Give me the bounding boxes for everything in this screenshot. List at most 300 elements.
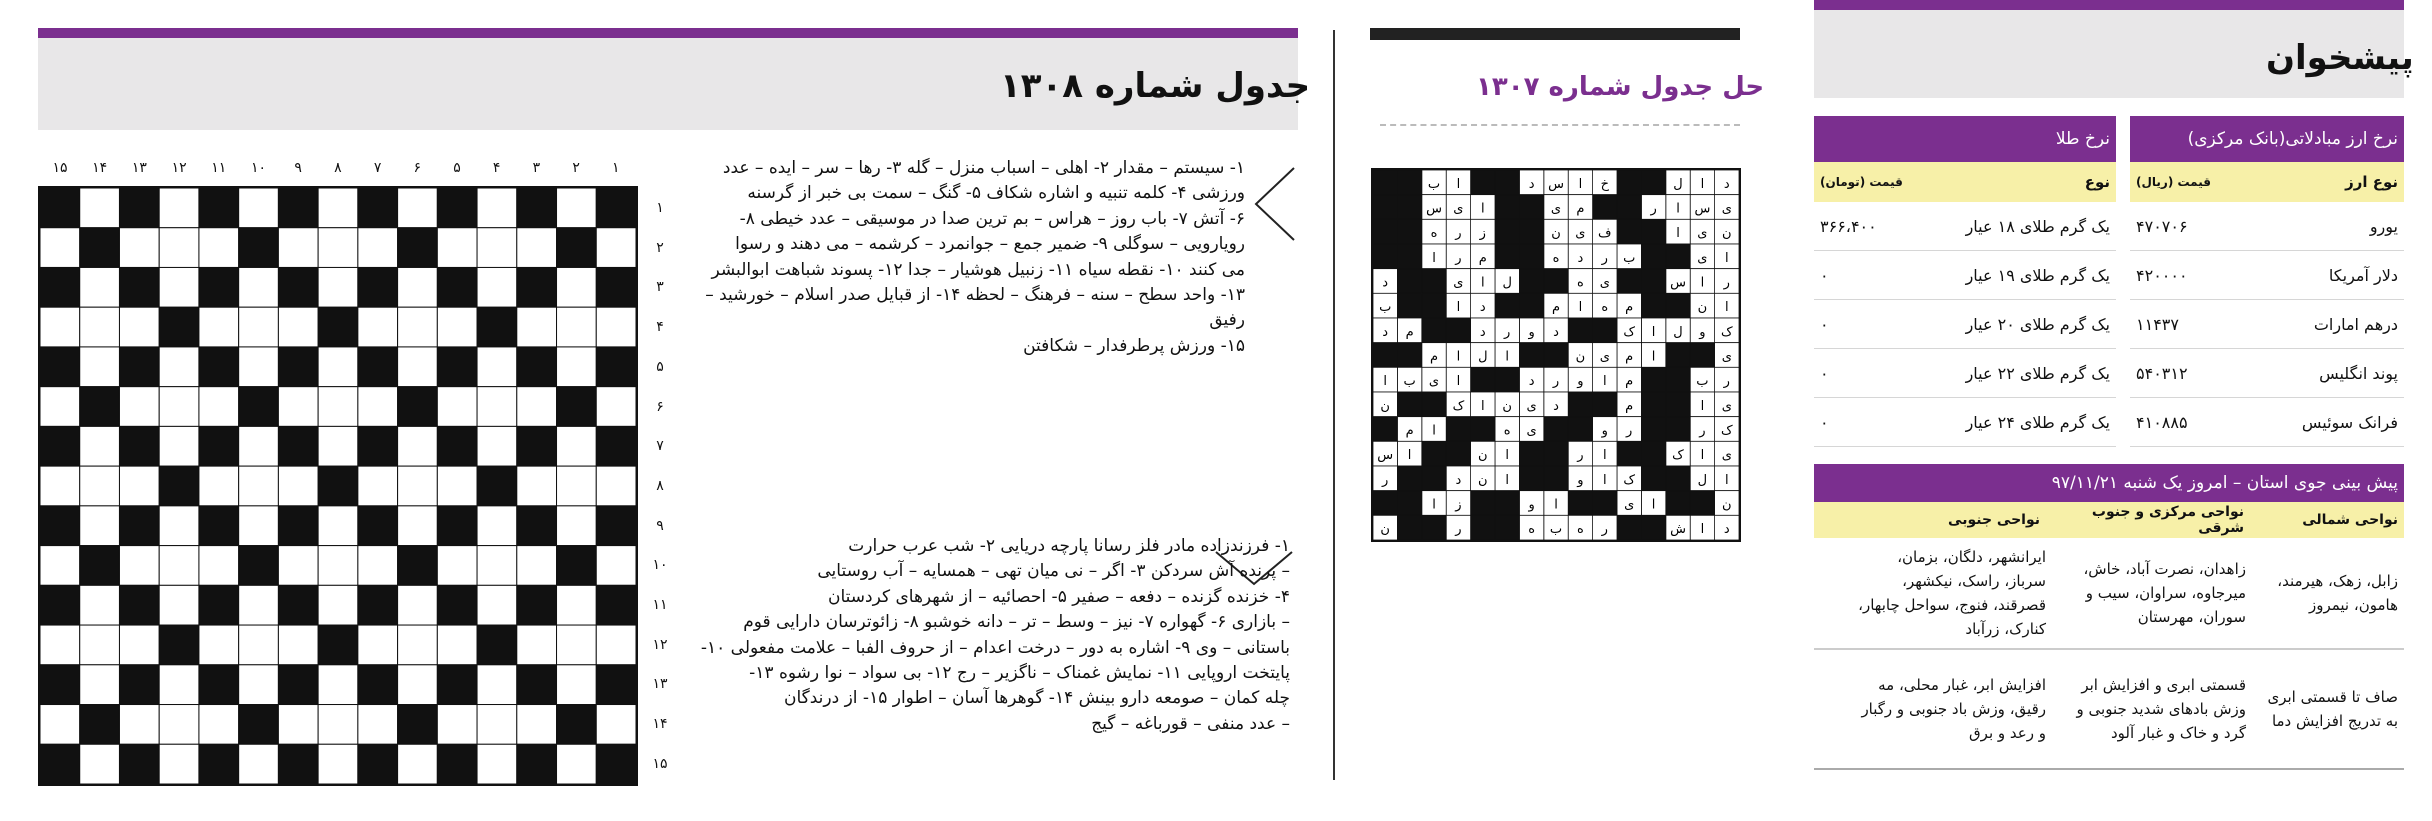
grid-cell[interactable]: [199, 307, 239, 347]
solution-letter: د: [1553, 398, 1559, 414]
grid-cell[interactable]: [398, 506, 438, 546]
solution-letter: د: [1723, 176, 1730, 192]
grid-cell[interactable]: [398, 347, 438, 387]
grid-cell[interactable]: [278, 387, 318, 427]
table-row: [2130, 349, 2404, 398]
grid-cell[interactable]: [80, 188, 120, 228]
grid-cell[interactable]: [398, 267, 438, 307]
grid-cell[interactable]: [358, 228, 398, 268]
solution-black-cell: [1495, 244, 1519, 269]
grid-black-cell: [119, 585, 159, 625]
grid-cell[interactable]: [557, 466, 597, 506]
solution-black-cell: [1373, 244, 1397, 269]
grid-cell[interactable]: [477, 744, 517, 784]
grid-cell[interactable]: [119, 387, 159, 427]
grid-cell[interactable]: [596, 705, 636, 745]
grid-cell[interactable]: [437, 307, 477, 347]
currency-col-headers: [2130, 162, 2404, 202]
grid-cell[interactable]: [477, 267, 517, 307]
grid-cell[interactable]: [159, 585, 199, 625]
grid-black-cell: [278, 188, 318, 228]
solution-grid-svg: [1373, 170, 1739, 540]
solution-black-cell: [1641, 515, 1665, 540]
grid-cell[interactable]: [159, 426, 199, 466]
solution-letter: ه: [1576, 522, 1584, 538]
solution-letter: ی: [1721, 349, 1732, 365]
grid-cell[interactable]: [437, 466, 477, 506]
grid-cell[interactable]: [278, 546, 318, 586]
solution-letter: م: [1405, 324, 1414, 340]
grid-cell[interactable]: [358, 705, 398, 745]
grid-black-cell: [119, 665, 159, 705]
solution-letter: م: [1625, 349, 1634, 365]
grid-cell[interactable]: [557, 625, 597, 665]
grid-cell[interactable]: [477, 347, 517, 387]
grid-cell[interactable]: [477, 228, 517, 268]
solution-letter: د: [1528, 176, 1535, 192]
grid-cell[interactable]: [596, 228, 636, 268]
grid-cell[interactable]: [437, 705, 477, 745]
grid-cell[interactable]: [318, 665, 358, 705]
solution-black-cell: [1422, 466, 1446, 491]
grid-cell[interactable]: [199, 466, 239, 506]
row-number: ۱۱: [652, 597, 668, 613]
grid-cell[interactable]: [358, 466, 398, 506]
solution-letter: ر: [1577, 448, 1584, 464]
grid-black-cell: [199, 744, 239, 784]
solution-black-cell: [1519, 195, 1543, 220]
solution-black-cell: [1617, 170, 1641, 195]
grid-cell[interactable]: [199, 705, 239, 745]
weather-col-center: نواحی مرکزی و جنوب شرقی: [2091, 504, 2244, 536]
grid-cell[interactable]: [318, 546, 358, 586]
solution-letter: ا: [1432, 497, 1436, 513]
grid-cell[interactable]: [358, 546, 398, 586]
grid-cell[interactable]: [557, 744, 597, 784]
grid-black-cell: [80, 228, 120, 268]
solution-letter: ا: [1578, 300, 1583, 316]
solution-letter: ن: [1722, 497, 1732, 513]
solution-letter: ب: [1403, 374, 1416, 390]
grid-cell[interactable]: [199, 387, 239, 427]
solution-letter: ا: [1578, 176, 1583, 192]
solution-black-cell: [1373, 195, 1397, 220]
solution-letter: ر: [1699, 423, 1706, 439]
clue-line: ۶- آتش ۷- باب روز – هراس – بم ترین صدا در موسیقی – عدد خیطی ۸-: [739, 208, 1245, 229]
grid-cell[interactable]: [239, 347, 279, 387]
solution-letter: ا: [1602, 472, 1607, 488]
weather-col-headers: [1814, 502, 2404, 538]
row-number: ۱۲: [652, 636, 668, 653]
solution-letter: د: [1479, 324, 1486, 340]
grid-cell[interactable]: [159, 228, 199, 268]
grid-black-cell: [517, 188, 557, 228]
grid-cell[interactable]: [477, 705, 517, 745]
grid-cell[interactable]: [239, 585, 279, 625]
grid-black-cell: [596, 188, 636, 228]
solution-letter: ش: [1670, 522, 1686, 538]
grid-cell[interactable]: [159, 744, 199, 784]
grid-cell[interactable]: [278, 466, 318, 506]
grid-cell[interactable]: [80, 585, 120, 625]
grid-cell[interactable]: [80, 347, 120, 387]
grid-cell[interactable]: [40, 307, 80, 347]
grid-cell[interactable]: [437, 228, 477, 268]
grid-black-cell: [318, 307, 358, 347]
grid-cell[interactable]: [557, 506, 597, 546]
grid-cell[interactable]: [437, 625, 477, 665]
grid-cell[interactable]: [517, 228, 557, 268]
solution-letter: ی: [1599, 275, 1610, 291]
solution-black-cell: [1397, 392, 1421, 417]
grid-cell[interactable]: [119, 228, 159, 268]
solution-letter: ه: [1552, 250, 1560, 266]
grid-black-cell: [239, 387, 279, 427]
grid-cell[interactable]: [239, 466, 279, 506]
solution-black-cell: [1666, 343, 1690, 368]
column-number: ۵: [453, 160, 461, 176]
grid-black-cell: [199, 267, 239, 307]
solution-black-cell: [1373, 491, 1397, 516]
grid-cell[interactable]: [40, 705, 80, 745]
solution-black-cell: [1641, 219, 1665, 244]
grid-cell[interactable]: [477, 506, 517, 546]
solution-top-bar: [1370, 28, 1740, 40]
grid-black-cell: [398, 705, 438, 745]
grid-cell[interactable]: [239, 665, 279, 705]
grid-black-cell: [199, 426, 239, 466]
grid-cell[interactable]: [477, 426, 517, 466]
grid-cell[interactable]: [517, 625, 557, 665]
weather-forecast-north: صاف تا قسمتی ابری به تدریج افزایش دما: [2267, 688, 2398, 730]
grid-cell[interactable]: [477, 387, 517, 427]
column-number: ۱۳: [131, 160, 147, 176]
solution-letter: د: [1479, 300, 1486, 316]
weather-areas-south: ایرانشهر، دلگان، بزمان، سرباز، راسک، نیکشهر، قصرقند، فنوج، سواحل چابهار، کنارک، زرآباد: [1858, 548, 2046, 638]
solution-letter: س: [1377, 448, 1394, 464]
table-row: [1814, 300, 2116, 349]
grid-cell[interactable]: [318, 585, 358, 625]
grid-black-cell: [437, 744, 477, 784]
horizontal-clues: [690, 156, 1245, 359]
solution-black-cell: [1422, 392, 1446, 417]
grid-black-cell: [239, 705, 279, 745]
solution-black-cell: [1495, 293, 1519, 318]
grid-cell[interactable]: [557, 188, 597, 228]
table-row: [2130, 202, 2404, 251]
grid-cell[interactable]: [398, 665, 438, 705]
pishkhan-top-bar: [1814, 0, 2404, 10]
solution-black-cell: [1568, 417, 1592, 442]
clue-line: پایتخت اروپایی ۱۱- نمایش غمناک – ناگزیر – رج ۱۲- بی سواد – نوا رشوه ۱۳-: [749, 663, 1290, 684]
solution-letter: ی: [1428, 374, 1440, 390]
row-price: ۳۶۶،۴۰۰: [1820, 216, 1877, 236]
grid-cell[interactable]: [80, 744, 120, 784]
grid-black-cell: [199, 585, 239, 625]
solution-letter: ک: [1720, 423, 1733, 439]
grid-cell[interactable]: [318, 267, 358, 307]
grid-cell[interactable]: [398, 625, 438, 665]
grid-cell[interactable]: [119, 307, 159, 347]
crossword-grid-svg: [40, 188, 636, 784]
solution-letter: ر: [1601, 250, 1608, 266]
solution-letter: ن: [1478, 448, 1488, 464]
solution-letter: ا: [1651, 497, 1656, 513]
grid-black-cell: [159, 307, 199, 347]
grid-cell[interactable]: [119, 625, 159, 665]
grid-cell[interactable]: [159, 347, 199, 387]
solution-black-cell: [1446, 318, 1470, 343]
grid-cell[interactable]: [358, 387, 398, 427]
grid-black-cell: [358, 267, 398, 307]
weather-areas-north: زابل، زهک، هیرمند، هامون، نیمروز: [2277, 572, 2398, 614]
grid-cell[interactable]: [119, 466, 159, 506]
grid-black-cell: [398, 546, 438, 586]
grid-cell[interactable]: [159, 188, 199, 228]
grid-black-cell: [199, 347, 239, 387]
solution-black-cell: [1544, 417, 1568, 442]
table-row: [2130, 251, 2404, 300]
grid-black-cell: [119, 347, 159, 387]
grid-black-cell: [477, 466, 517, 506]
row-name: یک گرم طلای ۲۰ عیار: [1965, 314, 2110, 334]
solution-letter: ز: [1479, 226, 1486, 242]
weather-areas-row: [1814, 538, 2404, 650]
solution-black-cell: [1397, 244, 1421, 269]
solution-black-cell: [1471, 491, 1495, 516]
grid-cell[interactable]: [398, 426, 438, 466]
solution-letter: ی: [1575, 226, 1586, 242]
grid-cell[interactable]: [596, 387, 636, 427]
grid-cell[interactable]: [318, 387, 358, 427]
solution-letter: ه: [1503, 423, 1511, 439]
weather-forecast-row: [1814, 650, 2404, 770]
grid-cell[interactable]: [477, 665, 517, 705]
grid-cell[interactable]: [159, 506, 199, 546]
grid-cell[interactable]: [517, 546, 557, 586]
grid-cell[interactable]: [517, 466, 557, 506]
grid-cell[interactable]: [596, 625, 636, 665]
grid-cell[interactable]: [159, 267, 199, 307]
grid-cell[interactable]: [596, 466, 636, 506]
grid-cell[interactable]: [80, 307, 120, 347]
grid-black-cell: [437, 426, 477, 466]
solution-black-cell: [1495, 367, 1519, 392]
grid-cell[interactable]: [159, 387, 199, 427]
grid-black-cell: [557, 705, 597, 745]
grid-cell[interactable]: [318, 188, 358, 228]
solution-letter: ر: [1552, 374, 1560, 390]
grid-cell[interactable]: [318, 426, 358, 466]
row-number: ۲: [656, 239, 664, 256]
solution-black-cell: [1544, 466, 1568, 491]
grid-cell[interactable]: [40, 228, 80, 268]
solution-letter: ب: [1696, 374, 1709, 390]
solution-letter: ی: [1721, 398, 1732, 414]
grid-black-cell: [557, 387, 597, 427]
grid-cell[interactable]: [398, 466, 438, 506]
grid-cell[interactable]: [318, 744, 358, 784]
solution-black-cell: [1641, 466, 1665, 491]
grid-cell[interactable]: [239, 625, 279, 665]
solution-black-cell: [1422, 269, 1446, 294]
solution-letter: ی: [1453, 201, 1464, 217]
grid-cell[interactable]: [557, 267, 597, 307]
clue-line: می کنند ۱۰- نقطه سیاه ۱۱- زنبیل هوشیار – جدا ۱۲- پسوند شباهت ابوالبشر: [711, 259, 1245, 280]
solution-black-cell: [1397, 293, 1421, 318]
grid-cell[interactable]: [159, 665, 199, 705]
grid-cell[interactable]: [517, 705, 557, 745]
grid-cell[interactable]: [239, 188, 279, 228]
grid-cell[interactable]: [80, 665, 120, 705]
grid-black-cell: [517, 585, 557, 625]
grid-cell[interactable]: [477, 188, 517, 228]
grid-cell[interactable]: [398, 744, 438, 784]
grid-cell[interactable]: [517, 387, 557, 427]
grid-cell[interactable]: [239, 506, 279, 546]
grid-cell[interactable]: [40, 625, 80, 665]
grid-black-cell: [437, 506, 477, 546]
grid-cell[interactable]: [278, 705, 318, 745]
solution-letter: س: [1548, 176, 1564, 192]
solution-black-cell: [1617, 219, 1641, 244]
solution-letter: م: [1576, 201, 1585, 217]
solution-letter: ی: [1453, 275, 1464, 291]
grid-black-cell: [159, 625, 199, 665]
solution-black-cell: [1373, 417, 1397, 442]
grid-cell[interactable]: [80, 625, 120, 665]
grid-cell[interactable]: [318, 705, 358, 745]
solution-letter: و: [1699, 324, 1706, 340]
grid-cell[interactable]: [40, 387, 80, 427]
row-price: ۴۲۰۰۰۰: [2136, 265, 2188, 285]
grid-cell[interactable]: [278, 307, 318, 347]
grid-cell[interactable]: [557, 426, 597, 466]
currency-col-price: قیمت (ریال): [2136, 175, 2211, 189]
solution-letter: ی: [1599, 349, 1610, 365]
grid-cell[interactable]: [477, 546, 517, 586]
grid-cell[interactable]: [159, 546, 199, 586]
grid-cell[interactable]: [80, 426, 120, 466]
grid-cell[interactable]: [318, 347, 358, 387]
grid-black-cell: [358, 744, 398, 784]
solution-letter: ر: [1455, 226, 1462, 242]
solution-black-cell: [1568, 392, 1592, 417]
grid-cell[interactable]: [596, 546, 636, 586]
grid-cell[interactable]: [199, 546, 239, 586]
solution-black-cell: [1666, 491, 1690, 516]
grid-cell[interactable]: [119, 546, 159, 586]
solution-black-cell: [1397, 219, 1421, 244]
solution-black-cell: [1641, 269, 1665, 294]
weather-areas-center: زاهدان، نصرت آباد، خاش، میرجاوه، سراوان، سیب و سوران، مهرستان: [2083, 560, 2246, 626]
grid-cell[interactable]: [119, 705, 159, 745]
grid-black-cell: [278, 267, 318, 307]
grid-black-cell: [40, 267, 80, 307]
crossword-grid[interactable]: [38, 186, 638, 786]
grid-cell[interactable]: [358, 625, 398, 665]
solution-letter: د: [1723, 522, 1730, 538]
solution-black-cell: [1617, 515, 1641, 540]
grid-cell[interactable]: [80, 466, 120, 506]
grid-cell[interactable]: [239, 267, 279, 307]
grid-black-cell: [80, 387, 120, 427]
grid-cell[interactable]: [557, 347, 597, 387]
grid-cell[interactable]: [278, 625, 318, 665]
grid-cell[interactable]: [239, 744, 279, 784]
grid-cell[interactable]: [40, 466, 80, 506]
row-price: ۵۴۰۳۱۲: [2136, 363, 2188, 383]
grid-cell[interactable]: [398, 188, 438, 228]
grid-black-cell: [159, 466, 199, 506]
solution-letter: ا: [1724, 472, 1729, 488]
solution-black-cell: [1544, 269, 1568, 294]
grid-cell[interactable]: [318, 506, 358, 546]
row-name: یک گرم طلای ۲۴ عیار: [1965, 412, 2110, 432]
solution-letter: ا: [1700, 398, 1705, 414]
row-name: یک گرم طلای ۱۹ عیار: [1965, 265, 2110, 285]
solution-letter: ل: [1697, 472, 1708, 488]
grid-cell[interactable]: [80, 506, 120, 546]
table-row: [2130, 300, 2404, 349]
grid-cell[interactable]: [557, 665, 597, 705]
grid-black-cell: [80, 705, 120, 745]
grid-cell[interactable]: [557, 585, 597, 625]
solution-black-cell: [1593, 318, 1617, 343]
solution-letter: م: [1625, 398, 1634, 414]
grid-black-cell: [119, 267, 159, 307]
solution-black-cell: [1666, 466, 1690, 491]
column-number: ۱۴: [92, 160, 108, 176]
grid-black-cell: [278, 665, 318, 705]
grid-cell[interactable]: [398, 585, 438, 625]
solution-letter: ا: [1700, 448, 1705, 464]
grid-cell[interactable]: [40, 546, 80, 586]
solution-letter: ب: [1549, 522, 1563, 538]
solution-letter: ن: [1502, 398, 1512, 414]
grid-black-cell: [358, 665, 398, 705]
grid-cell[interactable]: [199, 228, 239, 268]
grid-cell[interactable]: [596, 307, 636, 347]
grid-cell[interactable]: [318, 228, 358, 268]
clue-line: چله کمان – صومعه دارو بینش ۱۴- گوهرها آسان – اطوار ۱۵- از درندگان: [783, 688, 1290, 709]
grid-cell[interactable]: [477, 585, 517, 625]
grid-cell[interactable]: [358, 307, 398, 347]
grid-cell[interactable]: [159, 705, 199, 745]
solution-letter: د: [1528, 374, 1535, 390]
solution-letter: ی: [1624, 497, 1635, 513]
grid-cell[interactable]: [239, 307, 279, 347]
solution-black-cell: [1617, 195, 1641, 220]
grid-cell[interactable]: [80, 267, 120, 307]
grid-cell[interactable]: [557, 307, 597, 347]
weather-col-south: نواحی جنوبی: [1948, 512, 2040, 528]
currency-table: [2130, 116, 2404, 447]
currency-col-type: نوع ارز: [2345, 173, 2398, 191]
solution-letter: ر: [1723, 275, 1730, 291]
grid-cell[interactable]: [398, 307, 438, 347]
grid-cell[interactable]: [437, 387, 477, 427]
solution-black-cell: [1641, 293, 1665, 318]
grid-cell[interactable]: [278, 228, 318, 268]
grid-black-cell: [40, 426, 80, 466]
grid-black-cell: [477, 625, 517, 665]
grid-cell[interactable]: [517, 307, 557, 347]
solution-black-cell: [1519, 466, 1543, 491]
grid-cell[interactable]: [199, 625, 239, 665]
grid-cell[interactable]: [239, 426, 279, 466]
grid-cell[interactable]: [437, 546, 477, 586]
